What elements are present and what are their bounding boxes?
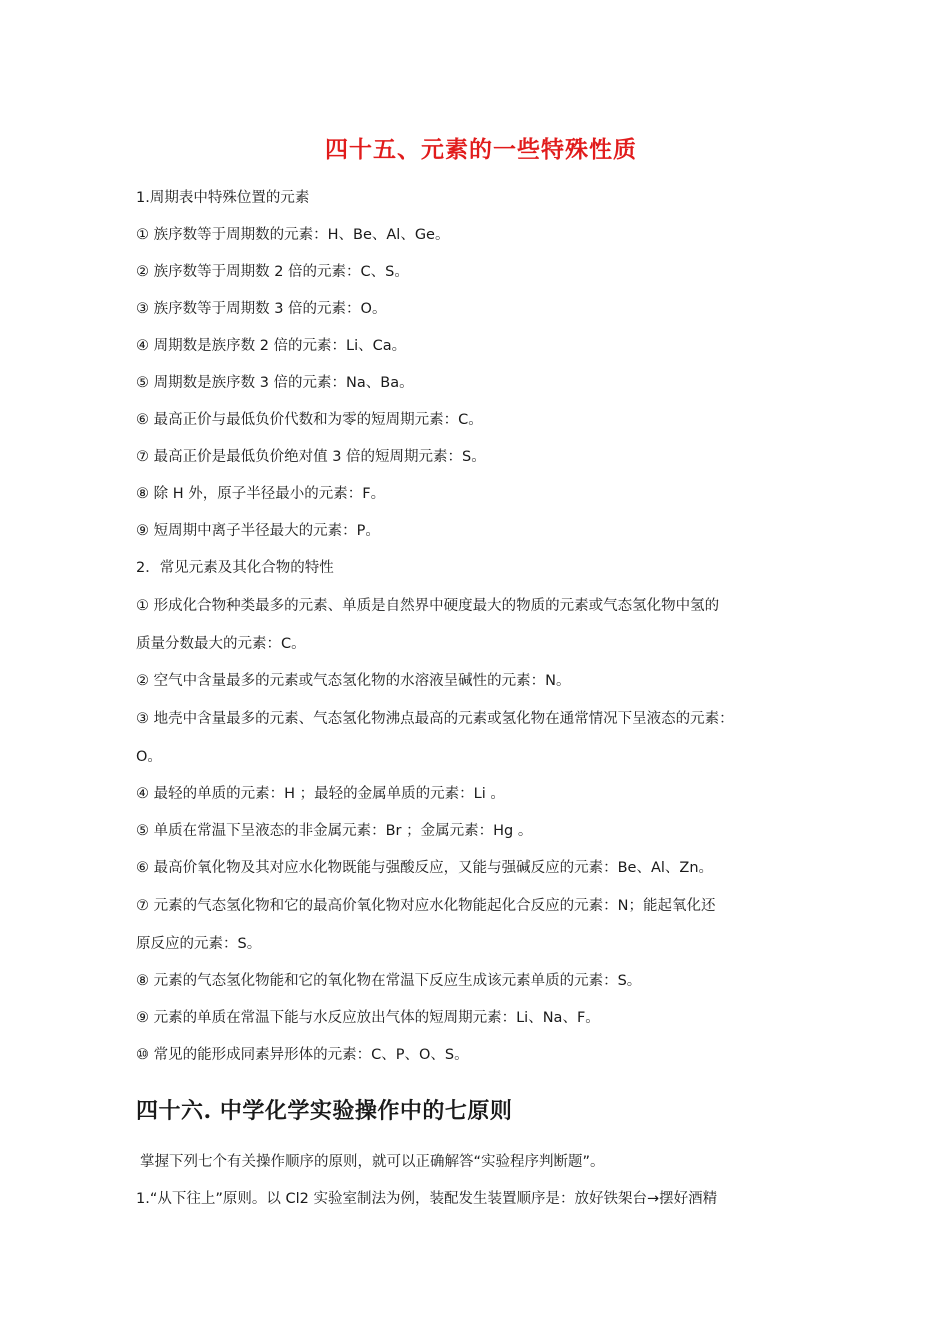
section-46-intro: 掌握下列七个有关操作顺序的原则，就可以正确解答“实验程序判断题”。 xyxy=(140,1154,605,1170)
rule-1-line-1: 1.“从下往上”原则。以 Cl2 实验室制法为例，装配发生装置顺序是：放好铁架台→摆好酒精 xyxy=(136,1191,718,1207)
document-content xyxy=(136,128,826,1218)
part1-item-5: ⑤ 周期数是族序数 3 倍的元素：Na、Ba。 xyxy=(136,375,414,391)
part1-item-7: ⑦ 最高正价是最低负价绝对值 3 倍的短周期元素：S。 xyxy=(136,449,486,465)
part2-item-5: ⑤ 单质在常温下呈液态的非金属元素：Br ；金属元素：Hg 。 xyxy=(136,823,533,839)
part1-item-1: ① 族序数等于周期数的元素：H、Be、Al、Ge。 xyxy=(136,227,450,243)
part2-item-2: ② 空气中含量最多的元素或气态氢化物的水溶液呈碱性的元素：N。 xyxy=(136,673,571,689)
part2-heading: 2．常见元素及其化合物的特性 xyxy=(136,560,334,576)
part2-item-8: ⑧ 元素的气态氢化物能和它的氧化物在常温下反应生成该元素单质的元素：S。 xyxy=(136,973,642,989)
part2-item-7-line-1: ⑦ 元素的气态氢化物和它的最高价氧化物对应水化物能起化合反应的元素：N；能起氧化还 xyxy=(136,898,716,914)
part1-heading: 1.周期表中特殊位置的元素 xyxy=(136,190,310,206)
part2-item-3-line-2: O。 xyxy=(136,749,162,765)
part1-item-6: ⑥ 最高正价与最低负价代数和为零的短周期元素：C。 xyxy=(136,412,483,428)
part2-item-3-line-1: ③ 地壳中含量最多的元素、气态氢化物沸点最高的元素或氢化物在通常情况下呈液态的元素： xyxy=(136,711,734,727)
part2-item-6: ⑥ 最高价氧化物及其对应水化物既能与强酸反应，又能与强碱反应的元素：Be、Al、Zn。 xyxy=(136,860,714,876)
part2-item-4: ④ 最轻的单质的元素：H ；最轻的金属单质的元素：Li 。 xyxy=(136,786,505,802)
part1-item-3: ③ 族序数等于周期数 3 倍的元素：O。 xyxy=(136,301,387,317)
part2-item-7-line-2: 原反应的元素：S。 xyxy=(136,936,262,952)
section-46-title: 四十六. 中学化学实验操作中的七原则 xyxy=(136,1098,513,1124)
part1-item-9: ⑨ 短周期中离子半径最大的元素：P。 xyxy=(136,523,380,539)
part2-item-1-line-2: 质量分数最大的元素：C。 xyxy=(136,636,306,652)
part2-item-1-line-1: ① 形成化合物种类最多的元素、单质是自然界中硬度最大的物质的元素或气态氢化物中氢的 xyxy=(136,598,720,614)
section-45-title: 四十五、元素的一些特殊性质 xyxy=(325,136,637,163)
part2-item-10: ⑩ 常见的能形成同素异形体的元素：C、P、O、S。 xyxy=(136,1047,469,1063)
part1-item-8: ⑧ 除 H 外，原子半径最小的元素：F。 xyxy=(136,486,386,502)
part1-item-4: ④ 周期数是族序数 2 倍的元素：Li、Ca。 xyxy=(136,338,407,354)
part2-item-9: ⑨ 元素的单质在常温下能与水反应放出气体的短周期元素：Li、Na、F。 xyxy=(136,1010,600,1026)
part1-item-2: ② 族序数等于周期数 2 倍的元素：C、S。 xyxy=(136,264,409,280)
